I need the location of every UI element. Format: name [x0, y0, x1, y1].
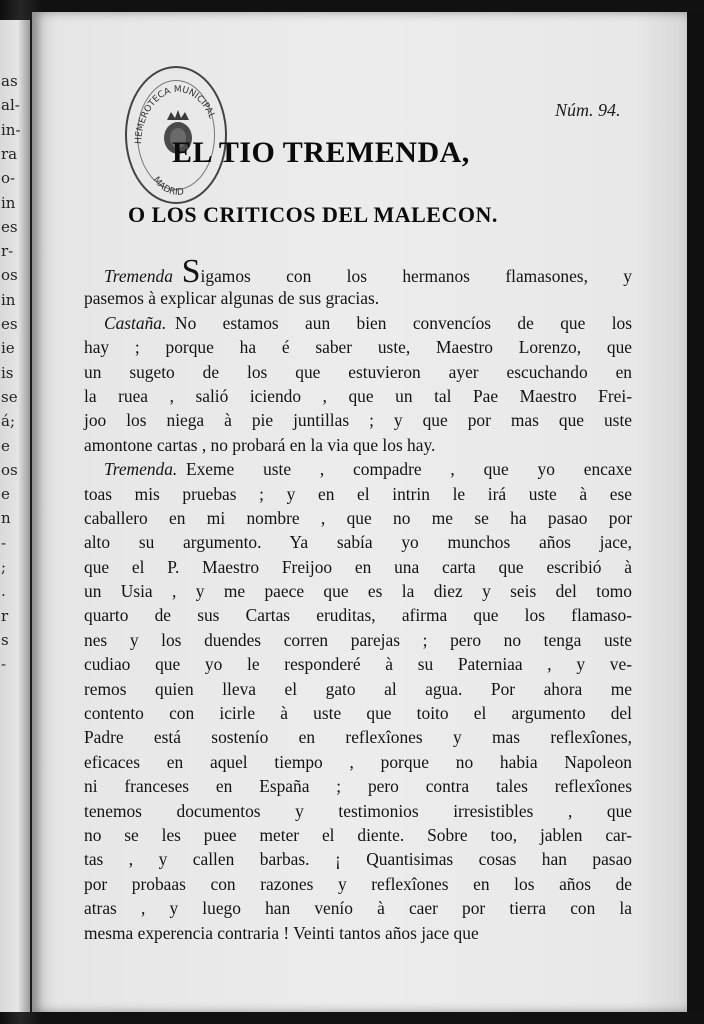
line-text: amontone cartas , no probará en la via que los hay.	[84, 434, 436, 455]
page-number: Núm. 94.	[555, 100, 621, 120]
document-subtitle: O LOS CRITICOS DEL MALECON.	[128, 202, 498, 227]
text-line	[84, 603, 632, 627]
facing-page-fragment: -	[1, 533, 7, 552]
text-line	[84, 872, 632, 896]
text-line	[84, 701, 632, 725]
facing-page-fragment: ra	[1, 144, 18, 163]
facing-page-fragment: in-	[1, 120, 21, 139]
text-line	[84, 652, 632, 676]
speaker-label: Tremenda	[104, 266, 182, 286]
line-text: hay ; porque ha é saber uste, Maestro Lorenzo, que	[84, 337, 632, 358]
line-text: por probaas con razones y reflexîones en los años de	[84, 873, 632, 894]
line-text: pasemos à explicar algunas de sus gracias.	[84, 288, 380, 309]
line-text: caballero en mi nombre , que no me se ha pasao por	[84, 507, 632, 528]
page-edge-shadow	[687, 12, 704, 1012]
facing-page-fragment: in	[1, 290, 16, 309]
facing-page-fragment: ;	[1, 558, 7, 576]
facing-page-fragment: ie	[1, 339, 15, 358]
text-line	[84, 506, 632, 530]
text-line	[84, 847, 632, 871]
speaker-label: Castaña.	[104, 312, 176, 333]
line-text: mesma experencia contraria ! Veinti tantos años jace que	[84, 922, 479, 943]
facing-page-fragment: n	[1, 509, 11, 528]
line-text: alto su argumento. Ya sabía yo munchos años jace,	[84, 532, 632, 553]
line-text: atras , y luego han venío à caer por tierra con la	[84, 898, 632, 919]
text-line	[84, 433, 632, 457]
drop-cap: S	[181, 253, 201, 290]
facing-page-edge	[0, 20, 30, 1012]
facing-page-fragment: r	[1, 606, 9, 625]
facing-page-fragment: os	[1, 460, 18, 479]
line-text: nes y los duendes corren parejas ; pero no tenga uste	[84, 629, 632, 650]
line-text: Padre está sostenío en reflexîones y mas reflexîones,	[84, 727, 632, 748]
facing-page-fragment: e	[1, 436, 10, 455]
text-line	[84, 921, 632, 945]
text-line	[84, 360, 632, 384]
text-line	[84, 530, 632, 554]
text-line	[84, 823, 632, 847]
line-text: tenemos documentos y testimonios irresistibles , que	[84, 800, 632, 821]
facing-page-fragment: es	[1, 315, 18, 333]
line-text: joo los niega à pie juntillas ; y que por mas que uste	[84, 410, 632, 431]
line-text: quarto de sus Cartas eruditas, afirma que los flamaso-	[84, 605, 632, 626]
text-line	[84, 384, 632, 408]
line-text: No estamos aun bien convencíos de que los	[175, 312, 632, 333]
text-line	[84, 677, 632, 701]
facing-page-fragment: r-	[1, 242, 14, 261]
document-title: EL TIO TREMENDA,	[172, 136, 470, 169]
facing-page-fragment: se	[1, 387, 18, 406]
facing-page-fragment: al-	[1, 96, 20, 115]
facing-page-fragment: os	[1, 266, 18, 285]
body-text	[84, 253, 632, 945]
line-text: contento con icirle à uste que toito el argumento del	[84, 703, 632, 724]
facing-page-fragment: o-	[1, 169, 16, 188]
line-text: un sugeto de los que estuvieron ayer escuchando en	[84, 361, 632, 382]
line-text: ni franceses en España ; pero contra tales reflexîones	[84, 776, 632, 797]
stamp-bottom-text: MADRID	[150, 175, 185, 198]
text-line	[84, 408, 632, 432]
line-text: eficaces en aquel tiempo , porque no habia Napoleon	[84, 751, 632, 772]
text-line	[84, 555, 632, 579]
text-line	[84, 286, 632, 310]
facing-page-fragment: es	[1, 217, 18, 236]
line-text: la ruea , salió iciendo , que un tal Pae Maestro Frei-	[84, 385, 632, 406]
text-line	[84, 896, 632, 920]
facing-page-fragment: á;	[1, 412, 15, 431]
line-text: no se les puee meter el diente. Sobre too, jablen car-	[84, 824, 632, 845]
line-text: toas mis pruebas ; y en el intrin le irá uste à ese	[84, 483, 632, 504]
speaker-label: Tremenda.	[104, 459, 186, 480]
facing-page-fragment: .	[1, 582, 6, 601]
facing-page-fragment: e	[1, 485, 10, 504]
text-line	[84, 335, 632, 359]
stamp-top-text: HEMEROTECA MUNICIPAL	[133, 84, 217, 145]
text-line	[84, 457, 632, 481]
facing-page-fragment: as	[1, 72, 18, 90]
text-line	[84, 750, 632, 774]
text-line	[84, 799, 632, 823]
line-text: igamos con los hermanos flamasones, y	[200, 266, 632, 286]
text-line	[84, 253, 632, 290]
facing-page-fragment: is	[1, 363, 14, 382]
line-text: Exeme uste , compadre , que yo encaxe	[185, 459, 632, 480]
text-line	[84, 579, 632, 603]
line-text: remos quien lleva el gato al agua. Por ahora me	[84, 678, 632, 699]
text-line	[84, 628, 632, 652]
facing-page-fragment: -	[1, 655, 7, 674]
library-stamp	[125, 66, 227, 204]
facing-page-fragment: in	[1, 193, 16, 212]
text-line	[84, 774, 632, 798]
text-line	[84, 482, 632, 506]
text-line	[84, 725, 632, 749]
line-text: que el P. Maestro Freijoo en una carta que escribió à	[84, 556, 632, 577]
facing-page-fragment: s	[1, 630, 9, 649]
line-text: un Usia , y me paece que es la diez y seis del tomo	[84, 581, 632, 602]
text-line	[84, 311, 632, 335]
line-text: tas , y callen barbas. ¡ Quantisimas cosas han pasao	[84, 849, 632, 870]
line-text: cudiao que yo le responderé à su Paterniaa , y ve-	[84, 654, 632, 675]
